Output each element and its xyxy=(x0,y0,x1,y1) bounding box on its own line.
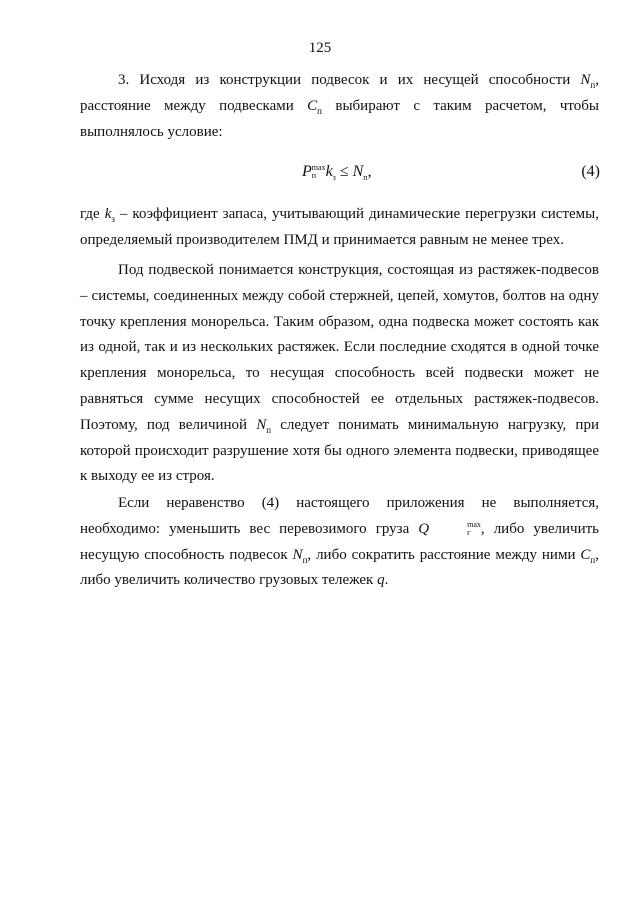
paragraph-text: – коэффициент запаса, учитывающий динамические перегрузки системы, определяемый производителем ПМД и принимается равным не менее трех. xyxy=(80,206,600,248)
paragraph-suspension-spacing xyxy=(80,68,599,145)
variable-c: C xyxy=(580,546,591,563)
paragraph-text: , либо увеличить несущую способность подвесок xyxy=(80,520,599,563)
paragraph-suspension-definition xyxy=(80,258,599,490)
variable-n: N xyxy=(580,72,591,88)
formula-k-subscript: з xyxy=(332,173,336,183)
paragraph-text: выбирают с таким расчетом, чтобы выполнялось условие: xyxy=(80,97,600,140)
paragraph-text: , либо увеличить количество грузовых тележек xyxy=(80,546,599,589)
formula-n: N xyxy=(352,163,364,180)
variable-q: q xyxy=(377,572,385,589)
paragraph-text: 3. Исходя из конструкции подвесок и их несущей способности xyxy=(118,72,581,88)
paragraph-text: , расстояние между подвесками xyxy=(80,72,599,114)
variable-n: N xyxy=(256,416,267,433)
formula-inequality xyxy=(302,163,372,181)
equation-number: (4) xyxy=(581,163,600,180)
paragraph-corrective-actions xyxy=(80,491,599,594)
paragraph-text: следует понимать минимальную нагрузку, при которой происходит разрушение хотя бы одного элемента подвески, приводящее к выходу ее из строя. xyxy=(80,416,599,485)
formula-tail: , xyxy=(367,163,372,180)
page-number: 125 xyxy=(308,40,332,56)
formula-n-subscript: п xyxy=(363,173,368,183)
variable-k: k xyxy=(104,206,112,222)
subscript: п xyxy=(590,554,596,565)
subscript: п xyxy=(266,424,272,435)
subscript: п xyxy=(317,105,322,116)
subscript: з xyxy=(111,214,115,224)
formula-p-subscript: п xyxy=(311,171,317,181)
superscript: max xyxy=(467,520,481,530)
variable-c: C xyxy=(307,97,318,114)
subscript: п xyxy=(302,554,308,565)
paragraph-text: где xyxy=(80,206,105,222)
formula-k: k xyxy=(325,163,333,180)
formula-p: P xyxy=(302,163,312,180)
paragraph-text: . xyxy=(384,572,389,589)
paragraph-text: , либо сократить расстояние между ними xyxy=(307,546,581,563)
subscript: г xyxy=(467,528,471,538)
variable-q-load: Q xyxy=(418,520,430,537)
paragraph-coefficient-definition xyxy=(80,202,599,254)
formula-p-superscript: max xyxy=(311,163,326,173)
formula-leq: ≤ xyxy=(335,163,353,180)
paragraph-text: Если неравенство (4) настоящего приложения не выполняется, необходимо: уменьшить вес перевозимого груза xyxy=(80,495,599,537)
subscript: п xyxy=(590,80,596,90)
paragraph-text: Под подвеской понимается конструкция, состоящая из растяжек-подвесов – системы, соединенных между собой стержней, цепей, хомутов, болтов на одну точку крепления монорельса. Таким образом, одна подвеска может состоять как из одной, так и из нескольких растяжек. Если последние сходятся в одной точке крепления монорельса, то несущая способность всей подвески может не равняться сумме несущих способностей ее отдельных растяжек-подвесов. Поэтому, под величиной xyxy=(80,262,599,433)
variable-n: N xyxy=(292,546,303,563)
